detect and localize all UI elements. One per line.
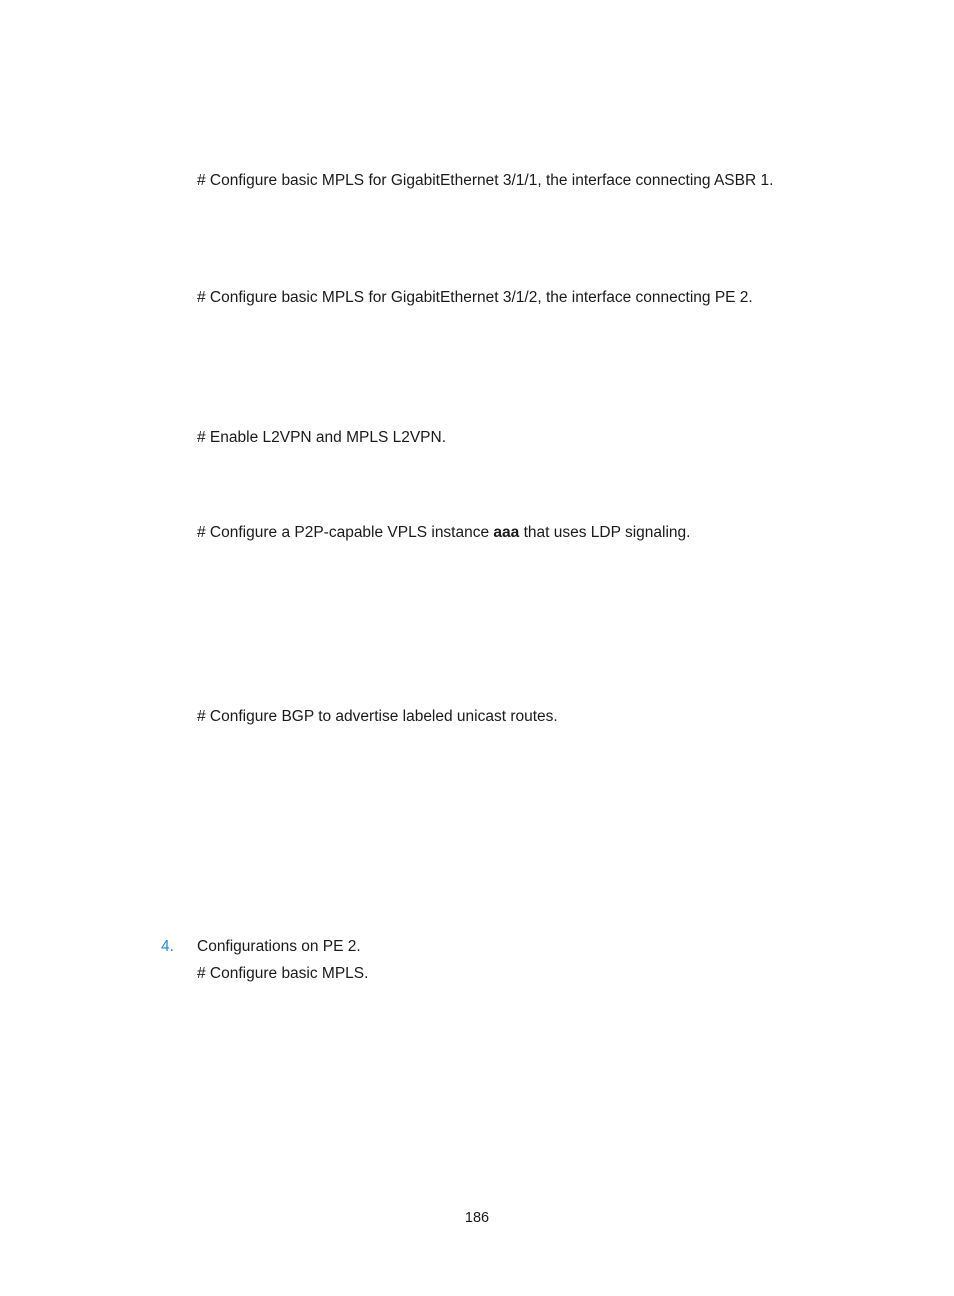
instruction-asbr1-mpls: # Configure basic MPLS for GigabitEthernet 3/1/1, the interface connecting ASBR 1.	[197, 172, 774, 189]
vpls-text-prefix: # Configure a P2P-capable VPLS instance	[197, 524, 494, 541]
instruction-pe2-mpls: # Configure basic MPLS for GigabitEthernet 3/1/2, the interface connecting PE 2.	[197, 289, 753, 306]
instruction-vpls-instance	[197, 523, 690, 543]
vpls-instance-name: aaa	[493, 524, 520, 541]
step-title: Configurations on PE 2.	[197, 938, 361, 955]
step-number: 4.	[161, 938, 174, 955]
page-number: 186	[464, 1210, 490, 1226]
step-sub-instruction: # Configure basic MPLS.	[197, 965, 369, 982]
instruction-bgp-labeled: # Configure BGP to advertise labeled unicast routes.	[197, 708, 558, 725]
instruction-enable-l2vpn: # Enable L2VPN and MPLS L2VPN.	[197, 429, 447, 446]
vpls-text-suffix: that uses LDP signaling.	[519, 524, 691, 541]
